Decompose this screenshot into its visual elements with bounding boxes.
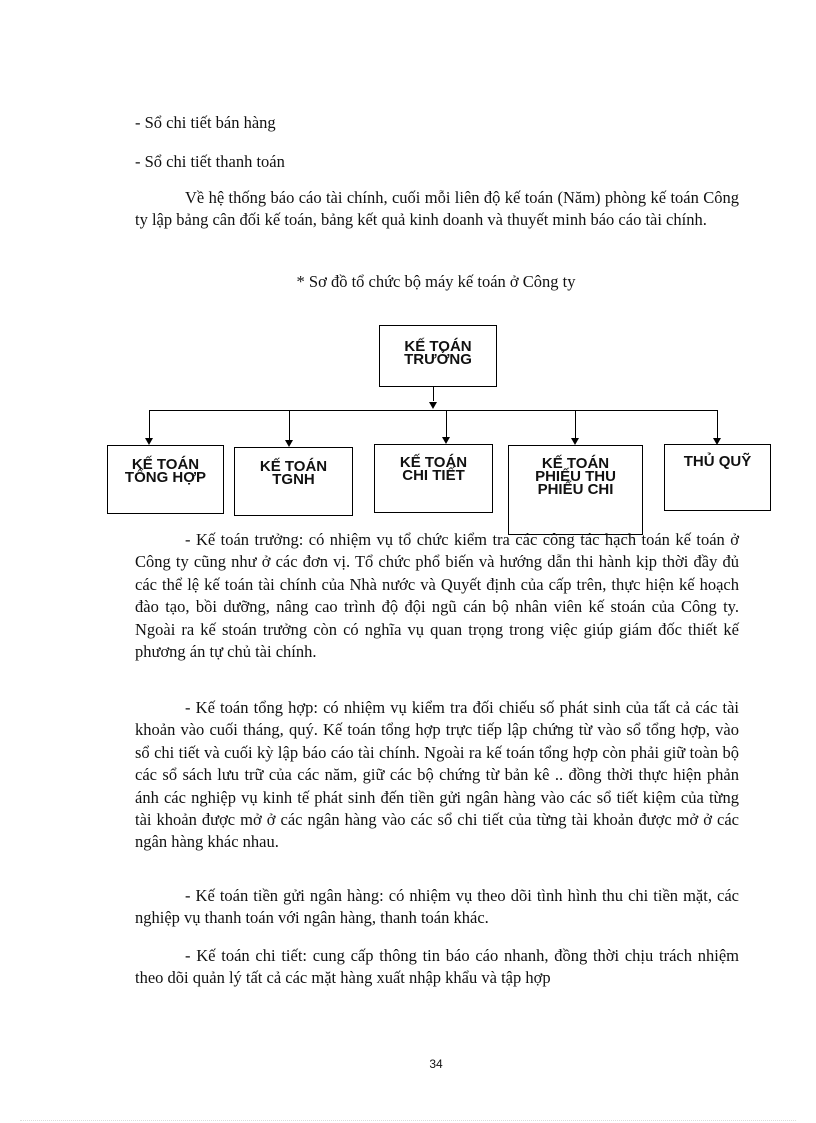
connector-drop-5 bbox=[717, 410, 718, 438]
connector-drop-2 bbox=[289, 410, 290, 440]
connector-root-down bbox=[433, 387, 434, 401]
org-box-label: PHIẾU CHI bbox=[537, 481, 614, 498]
list-item-so-chi-tiet-ban-hang: - Sổ chi tiết bán hàng bbox=[135, 113, 276, 132]
org-box-label: TRƯỞNG bbox=[404, 351, 472, 368]
page-number: 34 bbox=[429, 1057, 443, 1071]
org-box-label: KẾ TOÁN bbox=[541, 455, 610, 472]
arrowhead bbox=[442, 437, 450, 444]
org-box-label: KẾ TOÁN bbox=[259, 458, 328, 475]
org-box-ke-toan-truong bbox=[379, 325, 497, 387]
org-box-label: PHIẾU THU bbox=[535, 468, 616, 485]
connector-drop-1 bbox=[149, 410, 150, 438]
connector-drop-4 bbox=[575, 410, 576, 440]
org-box-label: THỦ QUỸ bbox=[683, 453, 752, 470]
connector-horizontal bbox=[150, 410, 718, 411]
connector-drop-3 bbox=[446, 410, 447, 438]
arrowhead bbox=[429, 402, 437, 409]
org-box-ke-toan-tong-hop bbox=[107, 445, 224, 514]
org-box-label: KẾ TOÁN bbox=[404, 338, 472, 355]
org-box-label: CHI TIẾT bbox=[402, 467, 465, 484]
paragraph-ke-toan-truong: - Kế toán trưởng: có nhiệm vụ tổ chức kiểm tra các công tác hạch toán kế toán ở Công ty cũng như ở các đơn vị. Tổ chức phổ biến và hướng dẫn thi hành kịp thời đầy đủ các thể lệ kế toán tài chính của Nhà nước và Quyết định của cấp trên, thực hiện kế hoạch đào tạo, bồi dưỡng, nâng cao trình độ đội ngũ cán bộ nhân viên kế stoán của Công ty. Ngoài ra kế stoán trưởng còn có nghĩa vụ quan trọng trong việc giúp giám đốc thiết kế phương án tự chủ tài chính. bbox=[135, 530, 739, 662]
org-box-ke-toan-tgnh bbox=[234, 447, 353, 516]
arrowhead bbox=[571, 438, 579, 445]
diagram-caption: * Sơ đồ tổ chức bộ máy kế toán ở Công ty bbox=[296, 272, 576, 291]
arrowhead bbox=[285, 440, 293, 447]
paragraph-ke-toan-chi-tiet: - Kế toán chi tiết: cung cấp thông tin báo cáo nhanh, đồng thời chịu trách nhiệm theo dõi quản lý tất cả các mặt hàng xuất nhập khẩu và tập hợp bbox=[135, 946, 739, 988]
paragraph-ke-toan-tong-hop: - Kế toán tổng hợp: có nhiệm vụ kiểm tra đối chiếu số phát sinh của tất cả các tài khoản vào cuối tháng, quý. Kế toán tổng hợp trực tiếp lập chứng từ vào sổ tổng hợp, vào sổ chi tiết và cuối kỳ lập báo cáo tài chính. Ngoài ra kế toán tổng hợp còn phải giữ toàn bộ các sổ sách lưu trữ của các năm, giữ các bộ chứng từ bản kê .. đồng thời thực hiện phản ánh các nghiệp vụ kinh tế phát sinh đến tiền gửi ngân hàng vào các sổ tiết kiệm của từng tài khoản được mở ở các ngân hàng vào các sổ chi tiết của từng tài khoản được mở ở các ngân hàng khác nhau. bbox=[135, 698, 739, 852]
intro-paragraph: Về hệ thống báo cáo tài chính, cuối mỗi liên độ kế toán (Năm) phòng kế toán Công ty lập bảng cân đối kế toán, bảng kết quả kinh doanh và thuyết minh báo cáo tài chính. bbox=[135, 188, 739, 230]
org-box-label: TGNH bbox=[272, 471, 315, 488]
org-box-ke-toan-phieu-thu-chi bbox=[508, 445, 643, 535]
org-box-label: TỔNG HỢP bbox=[124, 469, 207, 486]
arrowhead bbox=[145, 438, 153, 445]
footer-divider bbox=[20, 1120, 796, 1121]
list-item-so-chi-tiet-thanh-toan: - Sổ chi tiết thanh toán bbox=[135, 152, 285, 171]
org-box-label: KẾ TOÁN bbox=[399, 454, 468, 471]
org-box-thu-quy bbox=[664, 444, 771, 511]
org-box-ke-toan-chi-tiet bbox=[374, 444, 493, 513]
paragraph-ke-toan-tien-gui: - Kế toán tiền gửi ngân hàng: có nhiệm vụ theo dõi tình hình thu chi tiền mặt, các nghiệp vụ thanh toán với ngân hàng, thanh toán khác. bbox=[135, 886, 739, 928]
org-box-label: KẾ TOÁN bbox=[131, 456, 200, 473]
